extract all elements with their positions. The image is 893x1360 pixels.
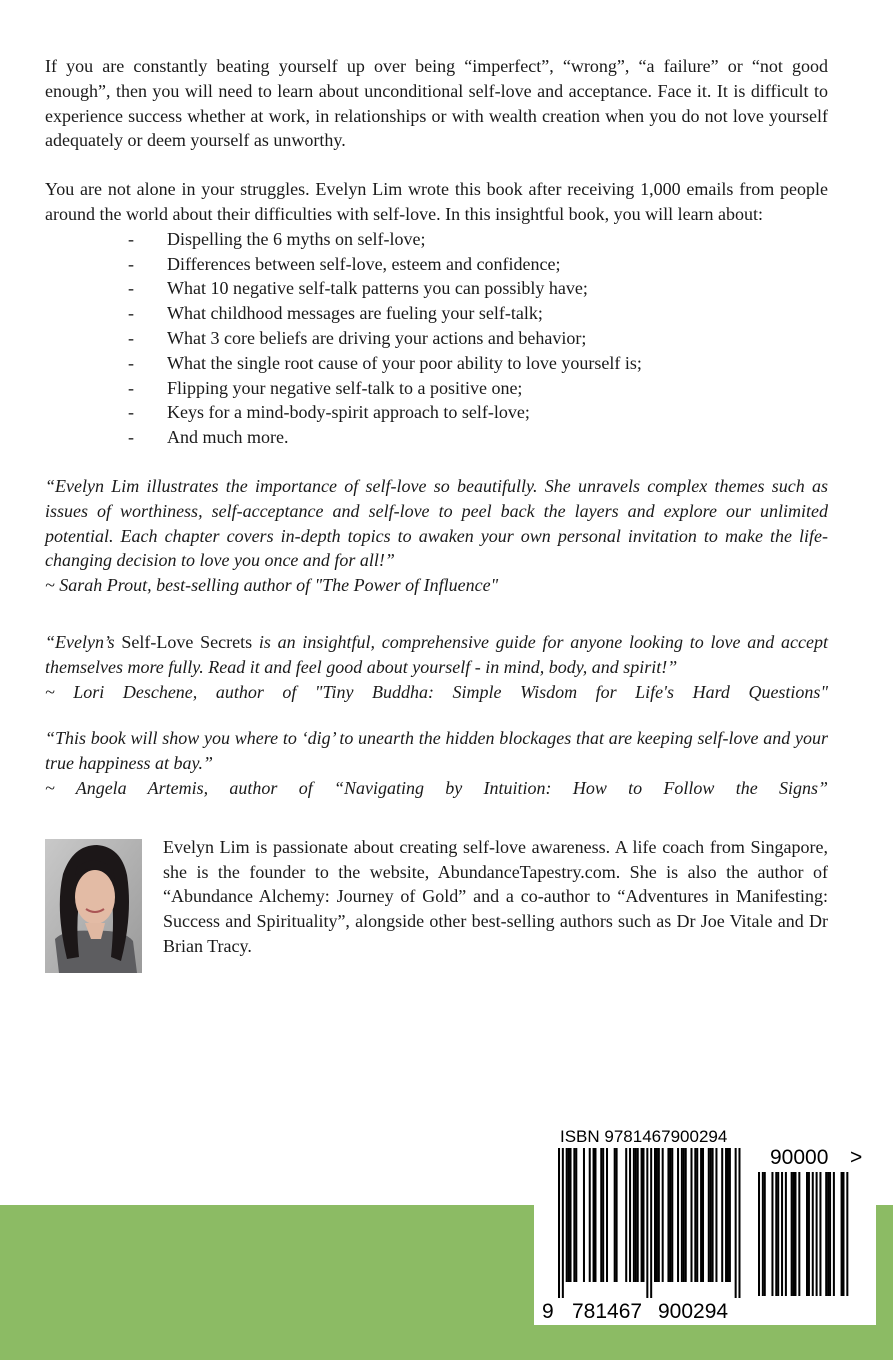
supplement-digits: 90000 (770, 1146, 829, 1169)
list-item-text: What childhood messages are fueling your self-talk; (167, 303, 543, 324)
list-item (128, 252, 828, 277)
intro-paragraph-2: You are not alone in your struggles. Evelyn Lim wrote this book after receiving 1,000 emails from people around the world about their difficulties with self-love. In this insightful book, you will learn about: (45, 179, 828, 224)
barcode-bar (570, 1148, 572, 1282)
supplement-bar (762, 1172, 764, 1296)
barcode-bar (735, 1148, 737, 1298)
supplement-bar (808, 1172, 810, 1296)
barcode-bar (671, 1148, 673, 1282)
testimonial-quote: “Evelyn’s Self-Love Secrets is an insightful, comprehensive guide for anyone looking to love and accept themselves more fully. Read it and feel good about yourself - in mind, body, and spirit!” (45, 631, 829, 677)
barcode-bar (589, 1148, 591, 1282)
barcode-bar (681, 1148, 683, 1282)
bullet-dash: - (128, 303, 134, 324)
back-cover-text (45, 54, 828, 973)
bullet-dash: - (128, 427, 134, 448)
supplement-bar (829, 1172, 831, 1296)
bullet-dash: - (128, 402, 134, 423)
book-title: Self-Love Secrets (121, 631, 253, 652)
testimonial-1 (45, 474, 828, 598)
barcode-bar (625, 1148, 627, 1282)
list-item-text: And much more. (167, 427, 289, 448)
barcode-bar (562, 1148, 564, 1298)
intro-paragraph-1: If you are constantly beating yourself up over being “imperfect”, “wrong”, “a failure” or “not good enough”, then you will need to learn about unconditional self-love and acceptance. Face it. It is difficult to experience success whether at work, in relationships or with wealth creation when you do not love yourself adequately or deem yourself as unworthy. (45, 56, 828, 151)
barcode-bar (641, 1148, 643, 1282)
supplement-bar (827, 1172, 829, 1296)
isbn-barcode (534, 1120, 876, 1325)
barcode-bar (616, 1148, 618, 1282)
supplement-marker: > (850, 1146, 863, 1169)
supplement-bar (771, 1172, 773, 1296)
list-item-text: What 10 negative self-talk patterns you can possibly have; (167, 278, 588, 299)
supplement-bar (777, 1172, 779, 1296)
list-item-text: Differences between self-love, esteem and confidence; (167, 253, 561, 274)
barcode-bar (729, 1148, 731, 1282)
barcode-bar (642, 1148, 644, 1282)
bullet-dash: - (128, 228, 134, 249)
supplement-bar (816, 1172, 818, 1296)
barcode-bar (690, 1148, 692, 1282)
list-item (128, 351, 828, 376)
author-photo (45, 839, 142, 973)
barcode-bar (593, 1148, 595, 1282)
testimonial-3 (45, 726, 828, 800)
supplement-bar (825, 1172, 827, 1296)
list-item (128, 326, 828, 351)
barcode-bar (662, 1148, 664, 1282)
bullet-dash: - (128, 278, 134, 299)
bullet-dash: - (128, 327, 134, 348)
supplement-bar (812, 1172, 814, 1296)
barcode-bar (725, 1148, 727, 1282)
isbn-label: ISBN 9781467900294 (560, 1127, 728, 1146)
testimonial-2 (45, 630, 828, 704)
supplement-bar (793, 1172, 795, 1296)
barcode-bar (633, 1148, 635, 1282)
barcode-bar (629, 1148, 631, 1282)
barcode-bar (568, 1148, 570, 1282)
barcode-bar (558, 1148, 560, 1298)
barcode-bar (600, 1148, 602, 1282)
barcode-digit-first: 9 (542, 1300, 554, 1323)
bullet-dash: - (128, 352, 134, 373)
barcode-bar (566, 1148, 568, 1282)
barcode-bar (602, 1148, 604, 1282)
barcode-bar (575, 1148, 577, 1282)
list-item (128, 227, 828, 252)
supplement-bar (791, 1172, 793, 1296)
list-item (128, 400, 828, 425)
supplement-bar (785, 1172, 787, 1296)
supplement-bar (842, 1172, 844, 1296)
testimonial-attribution: ~ Angela Artemis, author of “Navigating by Intuition: How to Follow the Signs” (45, 777, 828, 798)
barcode-bar (594, 1148, 596, 1282)
supplement-bar (798, 1172, 800, 1296)
barcode-bar (700, 1148, 702, 1282)
testimonial-quote: “This book will show you where to ‘dig’ to unearth the hidden blockages that are keeping self-love and your true happiness at bay.” (45, 728, 828, 774)
supplement-bar (846, 1172, 848, 1296)
barcode-bar (710, 1148, 712, 1282)
list-item-text: Keys for a mind-body-spirit approach to self-love; (167, 402, 530, 423)
supplement-bar (758, 1172, 760, 1296)
supplement-bar (833, 1172, 835, 1296)
barcode-bar (667, 1148, 669, 1282)
list-item (128, 376, 828, 401)
bullet-dash: - (128, 377, 134, 398)
barcode-bar (646, 1148, 648, 1298)
supplement-bar (841, 1172, 843, 1296)
list-item (128, 425, 828, 450)
barcode-bar (614, 1148, 616, 1282)
barcode-bar (712, 1148, 714, 1282)
barcode-bar (650, 1148, 652, 1298)
barcode-bar (583, 1148, 585, 1282)
testimonial-attribution: ~ Lori Deschene, author of "Tiny Buddha: Simple Wisdom for Life's Hard Questions" (45, 681, 828, 702)
barcode-bar (738, 1148, 740, 1298)
learning-list (128, 227, 828, 450)
author-bio: Evelyn Lim is passionate about creating self-love awareness. A life coach from Singapore, she is the founder to the website, AbundanceTapestry.com. She is also the author of “Abundance Alchemy: Journey of Gold” and a co-author to “Adventures in Manifesting: Success and Spirituality”, alongside other best-selling authors such as Dr Joe Vitale and Dr Brian Tracy. (163, 836, 828, 956)
barcode-bar (715, 1148, 717, 1282)
list-item-text: What the single root cause of your poor ability to love yourself is; (167, 352, 642, 373)
barcode-bar (721, 1148, 723, 1282)
testimonial-quote: “Evelyn Lim illustrates the importance of self-love so beautifully. She unravels complex themes such as issues of worthiness, self-acceptance and self-love to peel back the layers and explore our unlimited potential. Each chapter covers in-depth topics to awaken your own personal invitation to make the life-changing decision to love you once and for all!” (45, 475, 828, 571)
list-item-text: Flipping your negative self-talk to a positive one; (167, 377, 523, 398)
barcode-bar (606, 1148, 608, 1282)
barcode-bar (658, 1148, 660, 1282)
barcode-bar (683, 1148, 685, 1282)
barcode-bar (677, 1148, 679, 1282)
barcode-bar (656, 1148, 658, 1282)
supplement-bar (781, 1172, 783, 1296)
barcode-bar (708, 1148, 710, 1282)
supplement-bar (806, 1172, 808, 1296)
bullet-dash: - (128, 253, 134, 274)
barcode-bar (696, 1148, 698, 1282)
barcode-bar (654, 1148, 656, 1282)
barcode-bar (669, 1148, 671, 1282)
list-item-text: Dispelling the 6 myths on self-love; (167, 228, 426, 249)
list-item-text: What 3 core beliefs are driving your actions and behavior; (167, 327, 587, 348)
supplement-bar (794, 1172, 796, 1296)
list-item (128, 301, 828, 326)
barcode-digits-right: 900294 (658, 1300, 729, 1323)
barcode-bar (694, 1148, 696, 1282)
barcode-bar (727, 1148, 729, 1282)
barcode-bar (702, 1148, 704, 1282)
barcode-bar (573, 1148, 575, 1282)
barcode-digits-left: 781467 (572, 1300, 643, 1323)
testimonial-attribution: ~ Sarah Prout, best-selling author of "The Power of Influence" (45, 575, 499, 596)
supplement-bar (764, 1172, 766, 1296)
barcode-bar (635, 1148, 637, 1282)
list-item (128, 276, 828, 301)
barcode-bar (637, 1148, 639, 1282)
barcode-bar (685, 1148, 687, 1282)
supplement-bar (819, 1172, 821, 1296)
supplement-bar (775, 1172, 777, 1296)
author-section (45, 835, 828, 973)
barcode-panel (534, 1120, 876, 1325)
